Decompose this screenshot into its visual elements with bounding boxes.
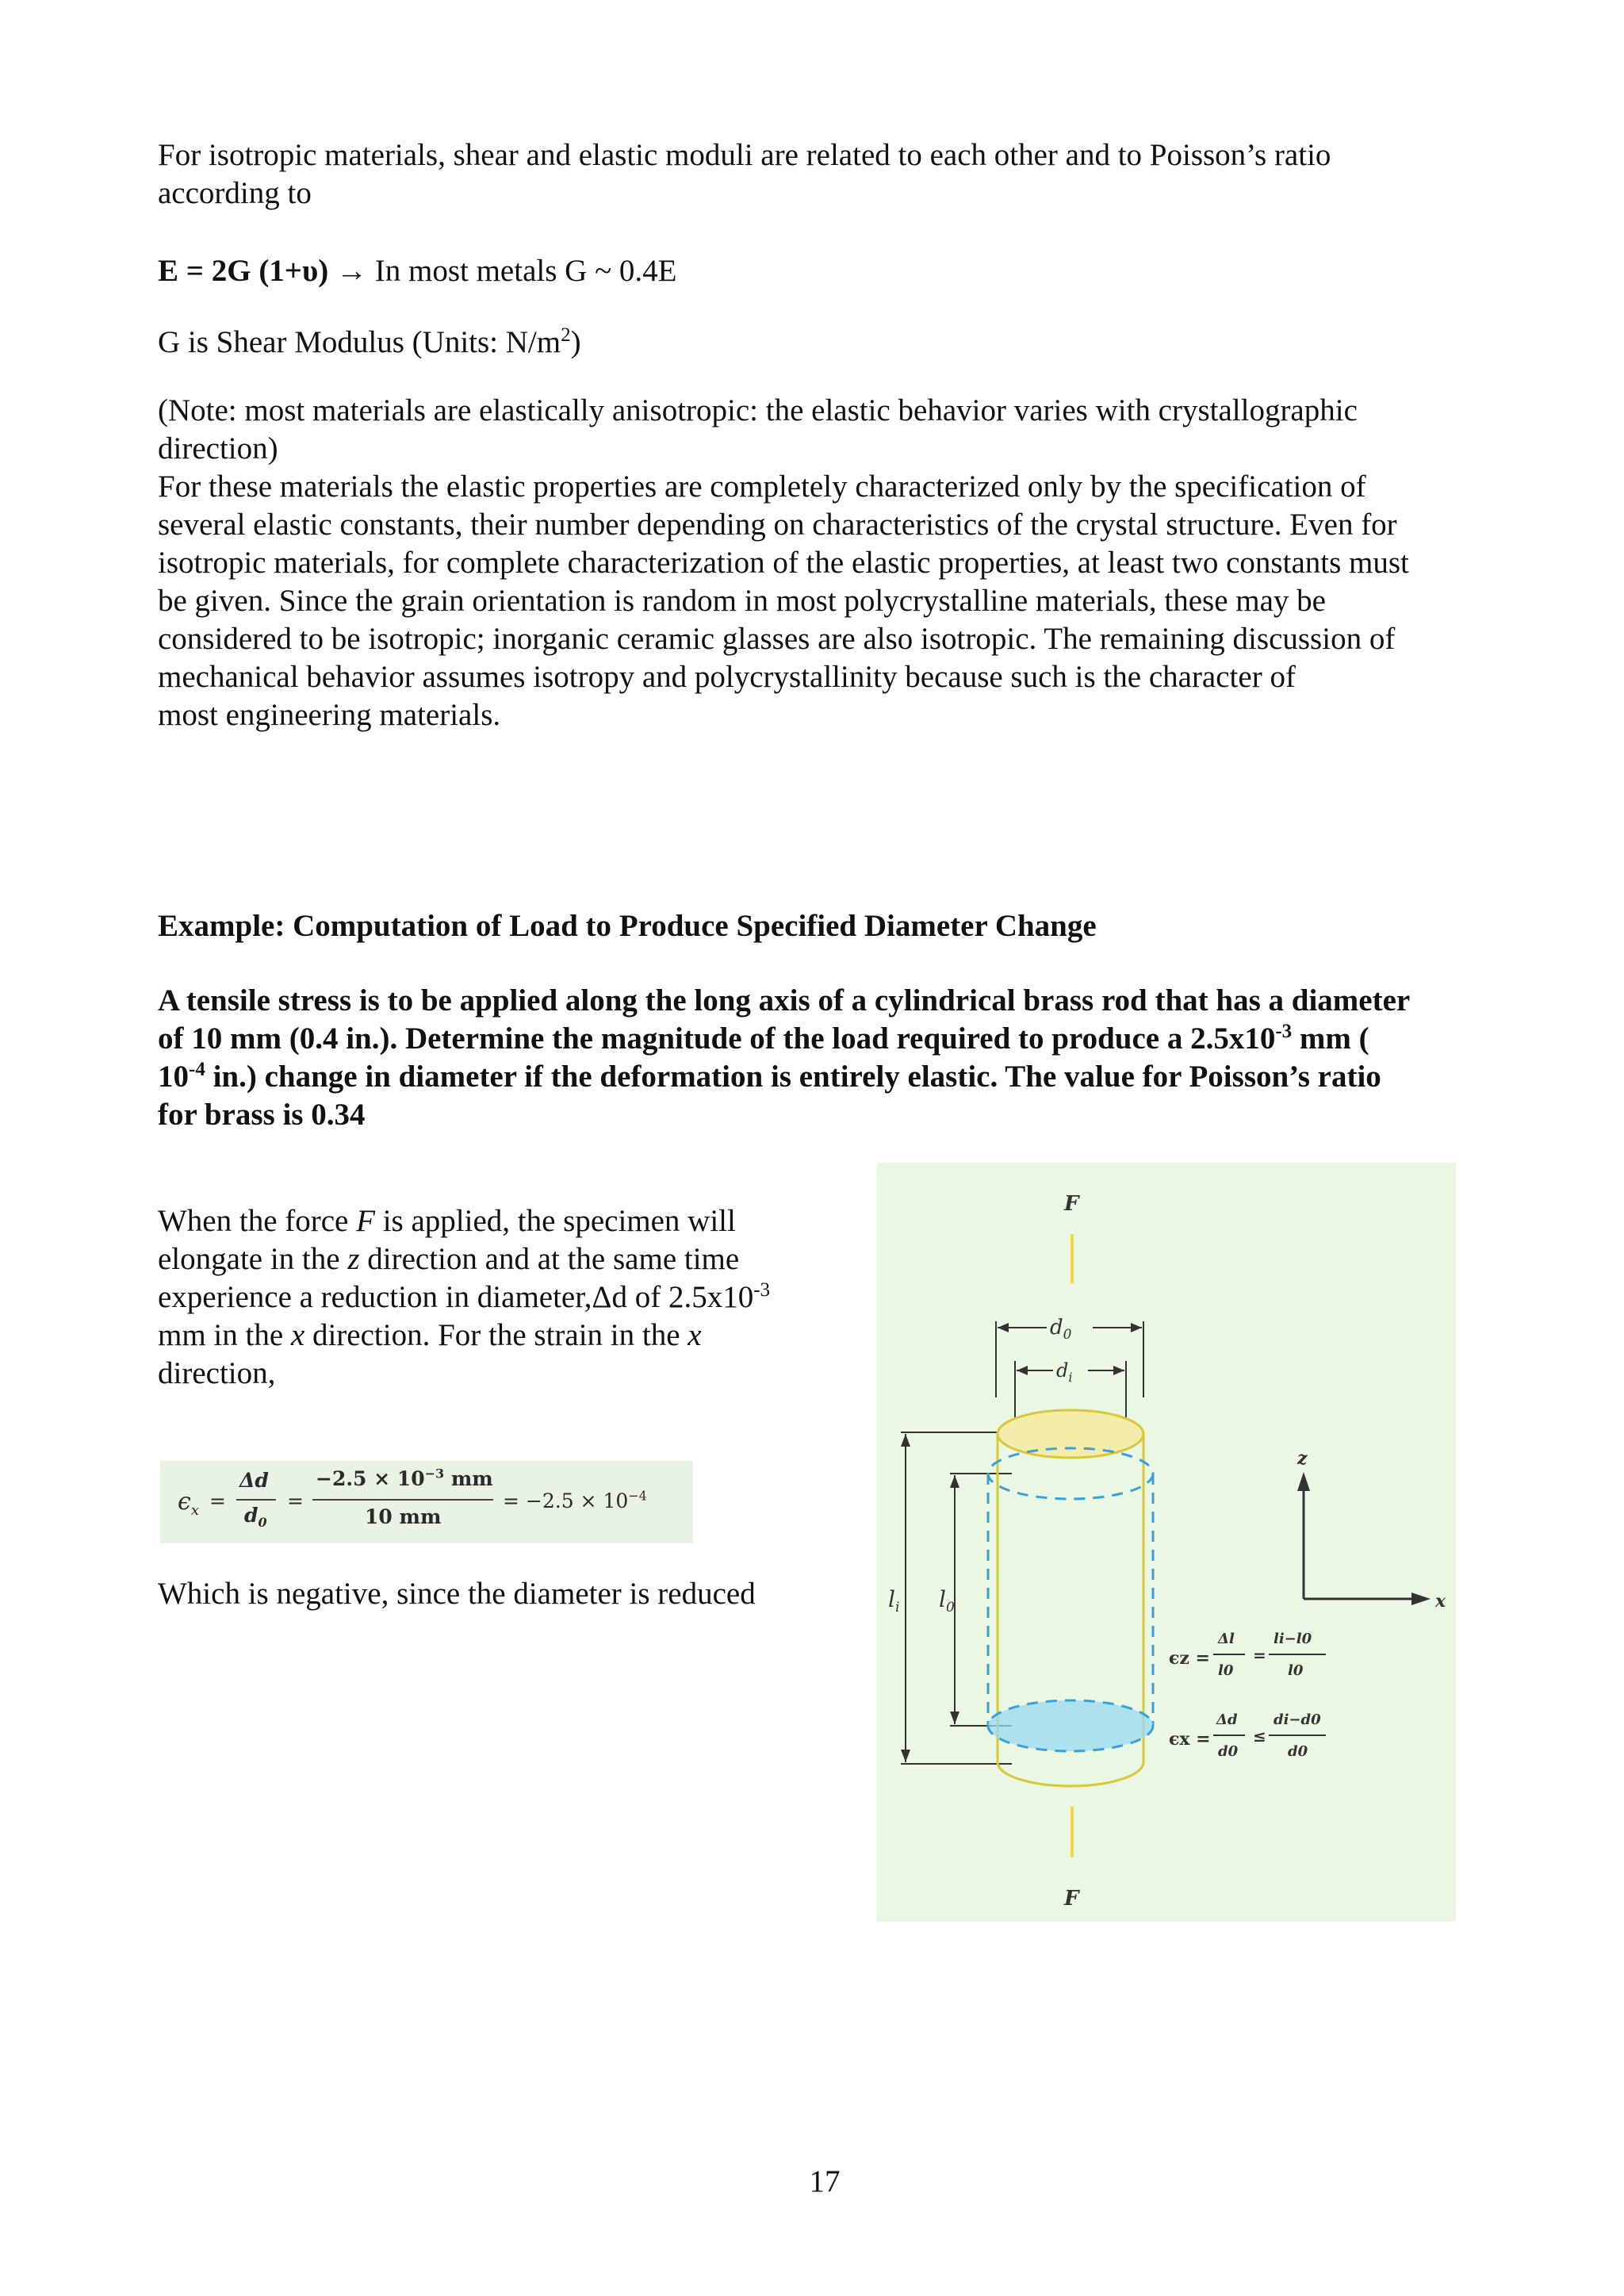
formula-num: Δd [239, 1469, 269, 1492]
shear-close: ) [570, 325, 581, 359]
di-arrow-left [1017, 1366, 1028, 1375]
eq-x-den1: d0 [1218, 1743, 1239, 1760]
formula-lhs: $\epsilon_x$ [178, 1488, 199, 1519]
note-paragraph [158, 392, 1506, 734]
note-text-line: isotropic materials, for complete characterization of the elastic properties, at least two constants must [158, 546, 1409, 580]
intro-paragraph [158, 136, 1506, 213]
note-text-line: considered to be isotropic; inorganic ceramic glasses are also isotropic. The remaining discussion of [158, 622, 1396, 656]
solution-text: When the force [158, 1204, 357, 1238]
solution-text: direction and at the same time [359, 1242, 740, 1276]
solution-text: is applied, the specimen will [374, 1204, 736, 1238]
solution-text: experience a reduction in diameter,Δd of 2.5x10 [158, 1280, 754, 1314]
formula-eq: = [209, 1489, 226, 1512]
note-text-line: be given. Since the grain orientation is random in most polycrystalline materials, these may be [158, 584, 1326, 618]
fraction-bar [236, 1499, 276, 1501]
shear-modulus-line [158, 324, 1506, 362]
negative-note: Which is negative, since the diameter is reduced [158, 1577, 756, 1611]
eq-x-sign: ≤ [1253, 1727, 1266, 1746]
problem-sup-2: -4 [189, 1059, 205, 1080]
page-number: 17 [809, 2164, 841, 2198]
eq-z-num2: li−l0 [1274, 1631, 1312, 1647]
problem-line-3: 10 [158, 1060, 189, 1094]
shear-text: G is Shear Modulus (Units: N/m [158, 325, 561, 359]
solution-text: mm in the [158, 1318, 291, 1352]
problem-line-4: for brass is 0.34 [158, 1098, 366, 1132]
d0-arrow-left [998, 1323, 1009, 1332]
eq-x-num2: di−d0 [1274, 1711, 1321, 1728]
figure-svg [877, 1163, 1456, 1922]
strain-formula-image [160, 1461, 693, 1543]
shear-sup: 2 [561, 324, 571, 346]
note-text-line: most engineering materials. [158, 698, 501, 732]
modulus-equation [158, 252, 1506, 290]
solution-text: elongate in the [158, 1242, 348, 1276]
x-axis-arrow [1411, 1593, 1431, 1605]
problem-line-1: A tensile stress is to be applied along the long axis of a cylindrical brass rod that has a diameter [158, 983, 1411, 1018]
x-axis-label: x [1435, 1591, 1446, 1612]
solution-italic: z [347, 1242, 360, 1276]
problem-sup-1: -3 [1275, 1021, 1293, 1042]
eq-z-den2: l0 [1288, 1662, 1304, 1679]
eq-x-lhs: ϵx = [1169, 1729, 1211, 1750]
force-bottom-label: F [1064, 1887, 1079, 1911]
solution-text: direction. For the strain in the [304, 1318, 688, 1352]
eq-z-den1: l0 [1218, 1662, 1234, 1679]
eq-x-num1: Δd [1216, 1711, 1238, 1728]
eq-x-den2: d0 [1288, 1743, 1308, 1760]
equation-rest: → In most metals G ~ 0.4E [328, 254, 677, 288]
d0-arrow-right [1131, 1323, 1142, 1332]
formula-den: $d_0$ [244, 1504, 267, 1530]
problem-line-2b: mm ( [1292, 1022, 1369, 1056]
problem-line-3b: in.) change in diameter if the deformation is entirely elastic. The value for Poisson’s ratio [205, 1060, 1381, 1094]
l0-label: $l_0$ [939, 1586, 955, 1616]
solution-italic: x [290, 1318, 305, 1352]
li-arrow-bottom [901, 1750, 910, 1762]
z-axis-arrow [1297, 1472, 1310, 1491]
d0-label: $d_0$ [1050, 1316, 1072, 1343]
di-label: $d_i$ [1056, 1359, 1073, 1385]
li-arrow-top [901, 1434, 910, 1447]
note-line-2: direction) [158, 431, 278, 466]
eq-z-lhs: ϵz = [1169, 1648, 1210, 1669]
example-problem [158, 982, 1506, 1134]
solution-italic: x [688, 1318, 702, 1352]
eq-z-sign: = [1253, 1646, 1266, 1665]
li-label: $l_i$ [888, 1586, 900, 1616]
formula-eq: = [287, 1489, 304, 1512]
l0-arrow-top [950, 1475, 959, 1488]
solution-italic: F [356, 1204, 375, 1238]
note-text-line: mechanical behavior assumes isotropy and polycrystallinity because such is the character of [158, 660, 1296, 694]
intro-line-1: For isotropic materials, shear and elastic moduli are related to each other and to Poisson’s ratio [158, 138, 1331, 172]
l0-arrow-bottom [950, 1711, 959, 1724]
z-axis-label: z [1297, 1448, 1308, 1469]
fraction-bar [312, 1499, 493, 1501]
solution-paragraph [158, 1202, 856, 1393]
cylinder-deformation-figure [877, 1163, 1456, 1922]
formula-result: = $-2.5 \times 10^{-4}$ [503, 1488, 647, 1512]
equation-bold: E = 2G (1+υ) [158, 254, 329, 288]
note-text-line: several elastic constants, their number depending on characteristics of the crystal structure. Even for [158, 508, 1397, 542]
formula-num: $-2.5 \times 10^{-3}$ mm [316, 1466, 493, 1490]
deformed-cylinder-bottom [998, 1762, 1143, 1786]
deformed-cylinder-top [998, 1410, 1143, 1458]
di-arrow-right [1113, 1366, 1124, 1375]
eq-z-num1: Δl [1218, 1631, 1235, 1647]
strain-z-equation [1169, 1631, 1326, 1679]
example-heading: Example: Computation of Load to Produce Specified Diameter Change [158, 909, 1097, 943]
formula-den: 10 mm [365, 1505, 442, 1528]
note-line-1: (Note: most materials are elastically anisotropic: the elastic behavior varies with crystallographic [158, 393, 1358, 427]
solution-sup: -3 [753, 1279, 771, 1301]
problem-line-2: of 10 mm (0.4 in.). Determine the magnitude of the load required to produce a 2.5x10 [158, 1022, 1276, 1056]
force-top-label: F [1064, 1192, 1079, 1216]
note-text-line: For these materials the elastic properties are completely characterized only by the specification of [158, 470, 1366, 504]
original-cylinder-bottom [988, 1700, 1153, 1751]
strain-x-equation [1169, 1711, 1326, 1760]
intro-line-2: according to [158, 176, 312, 210]
solution-text: direction, [158, 1356, 276, 1390]
